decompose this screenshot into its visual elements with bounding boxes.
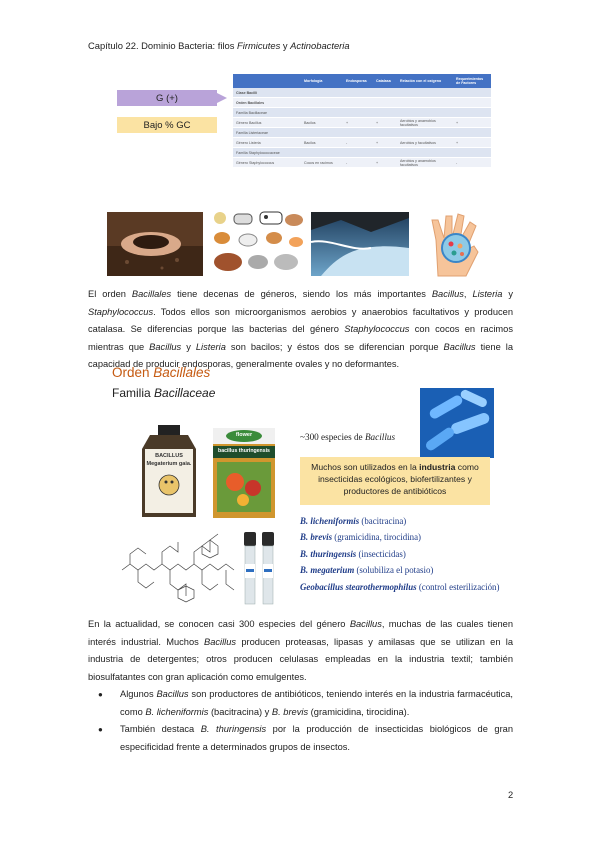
bacteria-micrograph-image xyxy=(420,388,494,458)
table-cell xyxy=(373,148,397,158)
table-row xyxy=(233,108,491,118)
table-header: Catalasa xyxy=(373,74,397,88)
bullet-list xyxy=(88,686,513,756)
table-cell: Aerobios y facultativos xyxy=(397,138,453,148)
table-cell: + xyxy=(373,158,397,168)
bacillus-fertilizer-bottle xyxy=(136,425,202,521)
table-cell: Género Bacillus xyxy=(233,118,301,128)
table-cell xyxy=(301,98,343,108)
table-cell xyxy=(397,128,453,138)
table-row xyxy=(233,138,491,148)
table-row xyxy=(233,118,491,128)
species-item: B. thuringensis (insecticidas) xyxy=(300,549,406,559)
table-header xyxy=(233,74,301,88)
table-header: Relación con el oxígeno xyxy=(397,74,453,88)
table-cell: + xyxy=(373,138,397,148)
table-cell: + xyxy=(343,118,373,128)
table-row xyxy=(233,128,491,138)
species-item: B. brevis (gramicidina, tirocidina) xyxy=(300,532,422,542)
table-cell: Género Listeria xyxy=(233,138,301,148)
figure-family-title: Familia Bacillaceae xyxy=(112,386,216,400)
page-header: Capítulo 22. Dominio Bacteria: filos Firmicutes y Actinobacteria xyxy=(88,40,350,51)
gram-positive-label: G (+) xyxy=(117,90,217,106)
table-cell xyxy=(453,108,491,118)
table-header: Morfología xyxy=(301,74,343,88)
bottle-label: BACILLUS Megaterium gaia. xyxy=(146,453,192,467)
list-item: ● Algunos Bacillus son productores de antibióticos, teniendo interés en la industria farmacéutica, como B. licheniformis (bacitracina) y B. brevis (gramicidina, tirocidina). xyxy=(88,686,513,721)
table-cell: + xyxy=(453,118,491,128)
table-cell: Género Staphylococcus xyxy=(233,158,301,168)
table-cell xyxy=(453,148,491,158)
table-cell xyxy=(373,88,397,98)
industry-paragraph: En la actualidad, se conocen casi 300 especies del género Bacillus, muchas de las cuales tienen interés industrial. Muchos Bacillus producen proteasas, lipasas y amilasas que se utilizan en la industria de detergentes; otros producen celulasas empleadas en la industria textil; también biosulfatantes con gran aplicación como emulgentes. xyxy=(88,619,514,682)
taxonomy-table xyxy=(233,74,491,168)
table-cell: + xyxy=(453,138,491,148)
table-cell xyxy=(301,128,343,138)
table-cell: - xyxy=(343,158,373,168)
table-cell xyxy=(453,88,491,98)
table-cell xyxy=(343,98,373,108)
product-name: bacillus thuringensis xyxy=(218,448,270,454)
table-row xyxy=(233,98,491,108)
table-cell: + xyxy=(373,118,397,128)
list-item: ● También destaca B. thuringensis por la producción de insecticidas biológicos de gran especificidad frente a determinados grupos de insectos. xyxy=(88,721,513,756)
table-cell: Bacilos xyxy=(301,138,343,148)
table-header-row xyxy=(233,74,491,88)
table-cell xyxy=(373,108,397,118)
culture-vials-image xyxy=(240,532,280,606)
table-cell: - xyxy=(453,158,491,168)
page-number: 2 xyxy=(508,790,514,800)
table-cell: Orden Bacillales xyxy=(233,98,301,108)
farm-animals-image xyxy=(206,208,306,276)
table-row xyxy=(233,88,491,98)
table-cell xyxy=(373,98,397,108)
figure-order-title: Orden Bacillales xyxy=(112,365,211,380)
table-row xyxy=(233,158,491,168)
table-cell xyxy=(301,88,343,98)
table-row xyxy=(233,148,491,158)
table-cell xyxy=(301,148,343,158)
table-cell xyxy=(397,108,453,118)
table-cell xyxy=(453,98,491,108)
chemical-structure-image xyxy=(116,530,240,606)
species-item: B. megaterium (solubiliza el potasio) xyxy=(300,565,434,575)
hand-bacteria-image xyxy=(418,210,492,278)
product-brand: flower xyxy=(235,432,253,438)
table-cell: Bacilos xyxy=(301,118,343,128)
insecticide-product-box xyxy=(213,428,275,518)
table-cell xyxy=(301,108,343,118)
table-cell: Clase Bacilli xyxy=(233,88,301,98)
table-cell xyxy=(343,108,373,118)
table-cell: Familia Listeriaceae xyxy=(233,128,301,138)
table-header: Endosporas xyxy=(343,74,373,88)
species-item: B. licheniformis (bacitracina) xyxy=(300,516,407,526)
table-cell: Aerobios y anaerobios facultativos xyxy=(397,158,453,168)
water-stream-image xyxy=(311,212,409,276)
species-count-label: ~300 especies de Bacillus xyxy=(300,432,396,442)
table-header: Requerimientos de Factores xyxy=(453,74,491,88)
industry-use-box: Muchos son utilizados en la industria como insecticidas ecológicos, biofertilizantes y productores de antibióticos xyxy=(300,457,490,505)
table-cell: Familia Staphylococcaceae xyxy=(233,148,301,158)
table-cell xyxy=(343,128,373,138)
table-cell: Aerobios y anaerobios facultativos xyxy=(397,118,453,128)
table-cell xyxy=(453,128,491,138)
table-cell xyxy=(397,148,453,158)
species-item: Geobacillus stearothermophilus (control esterilización) xyxy=(300,582,500,592)
table-cell xyxy=(397,88,453,98)
soil-image xyxy=(107,212,203,276)
table-cell xyxy=(373,128,397,138)
table-cell: Cocos en racimos xyxy=(301,158,343,168)
bacillales-paragraph: El orden Bacillales tiene decenas de géneros, siendo los más importantes Bacillus, Listeria y Staphylococcus. Todos ellos son microorganismos aerobios y anaerobios facultativos y producen catalasa. Se diferencias porque las bacterias del género Staphylococcus con cocos en racimos mientras que Bacillus y Listeria son bacilos; y éstos dos se diferencian porque Bacillus tiene la capacidad de producir endosporas, generalmente ovales y no deformantes. xyxy=(88,289,514,370)
table-cell xyxy=(343,148,373,158)
table-cell xyxy=(343,88,373,98)
low-gc-label: Bajo % GC xyxy=(117,117,217,133)
table-cell xyxy=(397,98,453,108)
table-cell: - xyxy=(343,138,373,148)
table-cell: Familia Bacillaceae xyxy=(233,108,301,118)
